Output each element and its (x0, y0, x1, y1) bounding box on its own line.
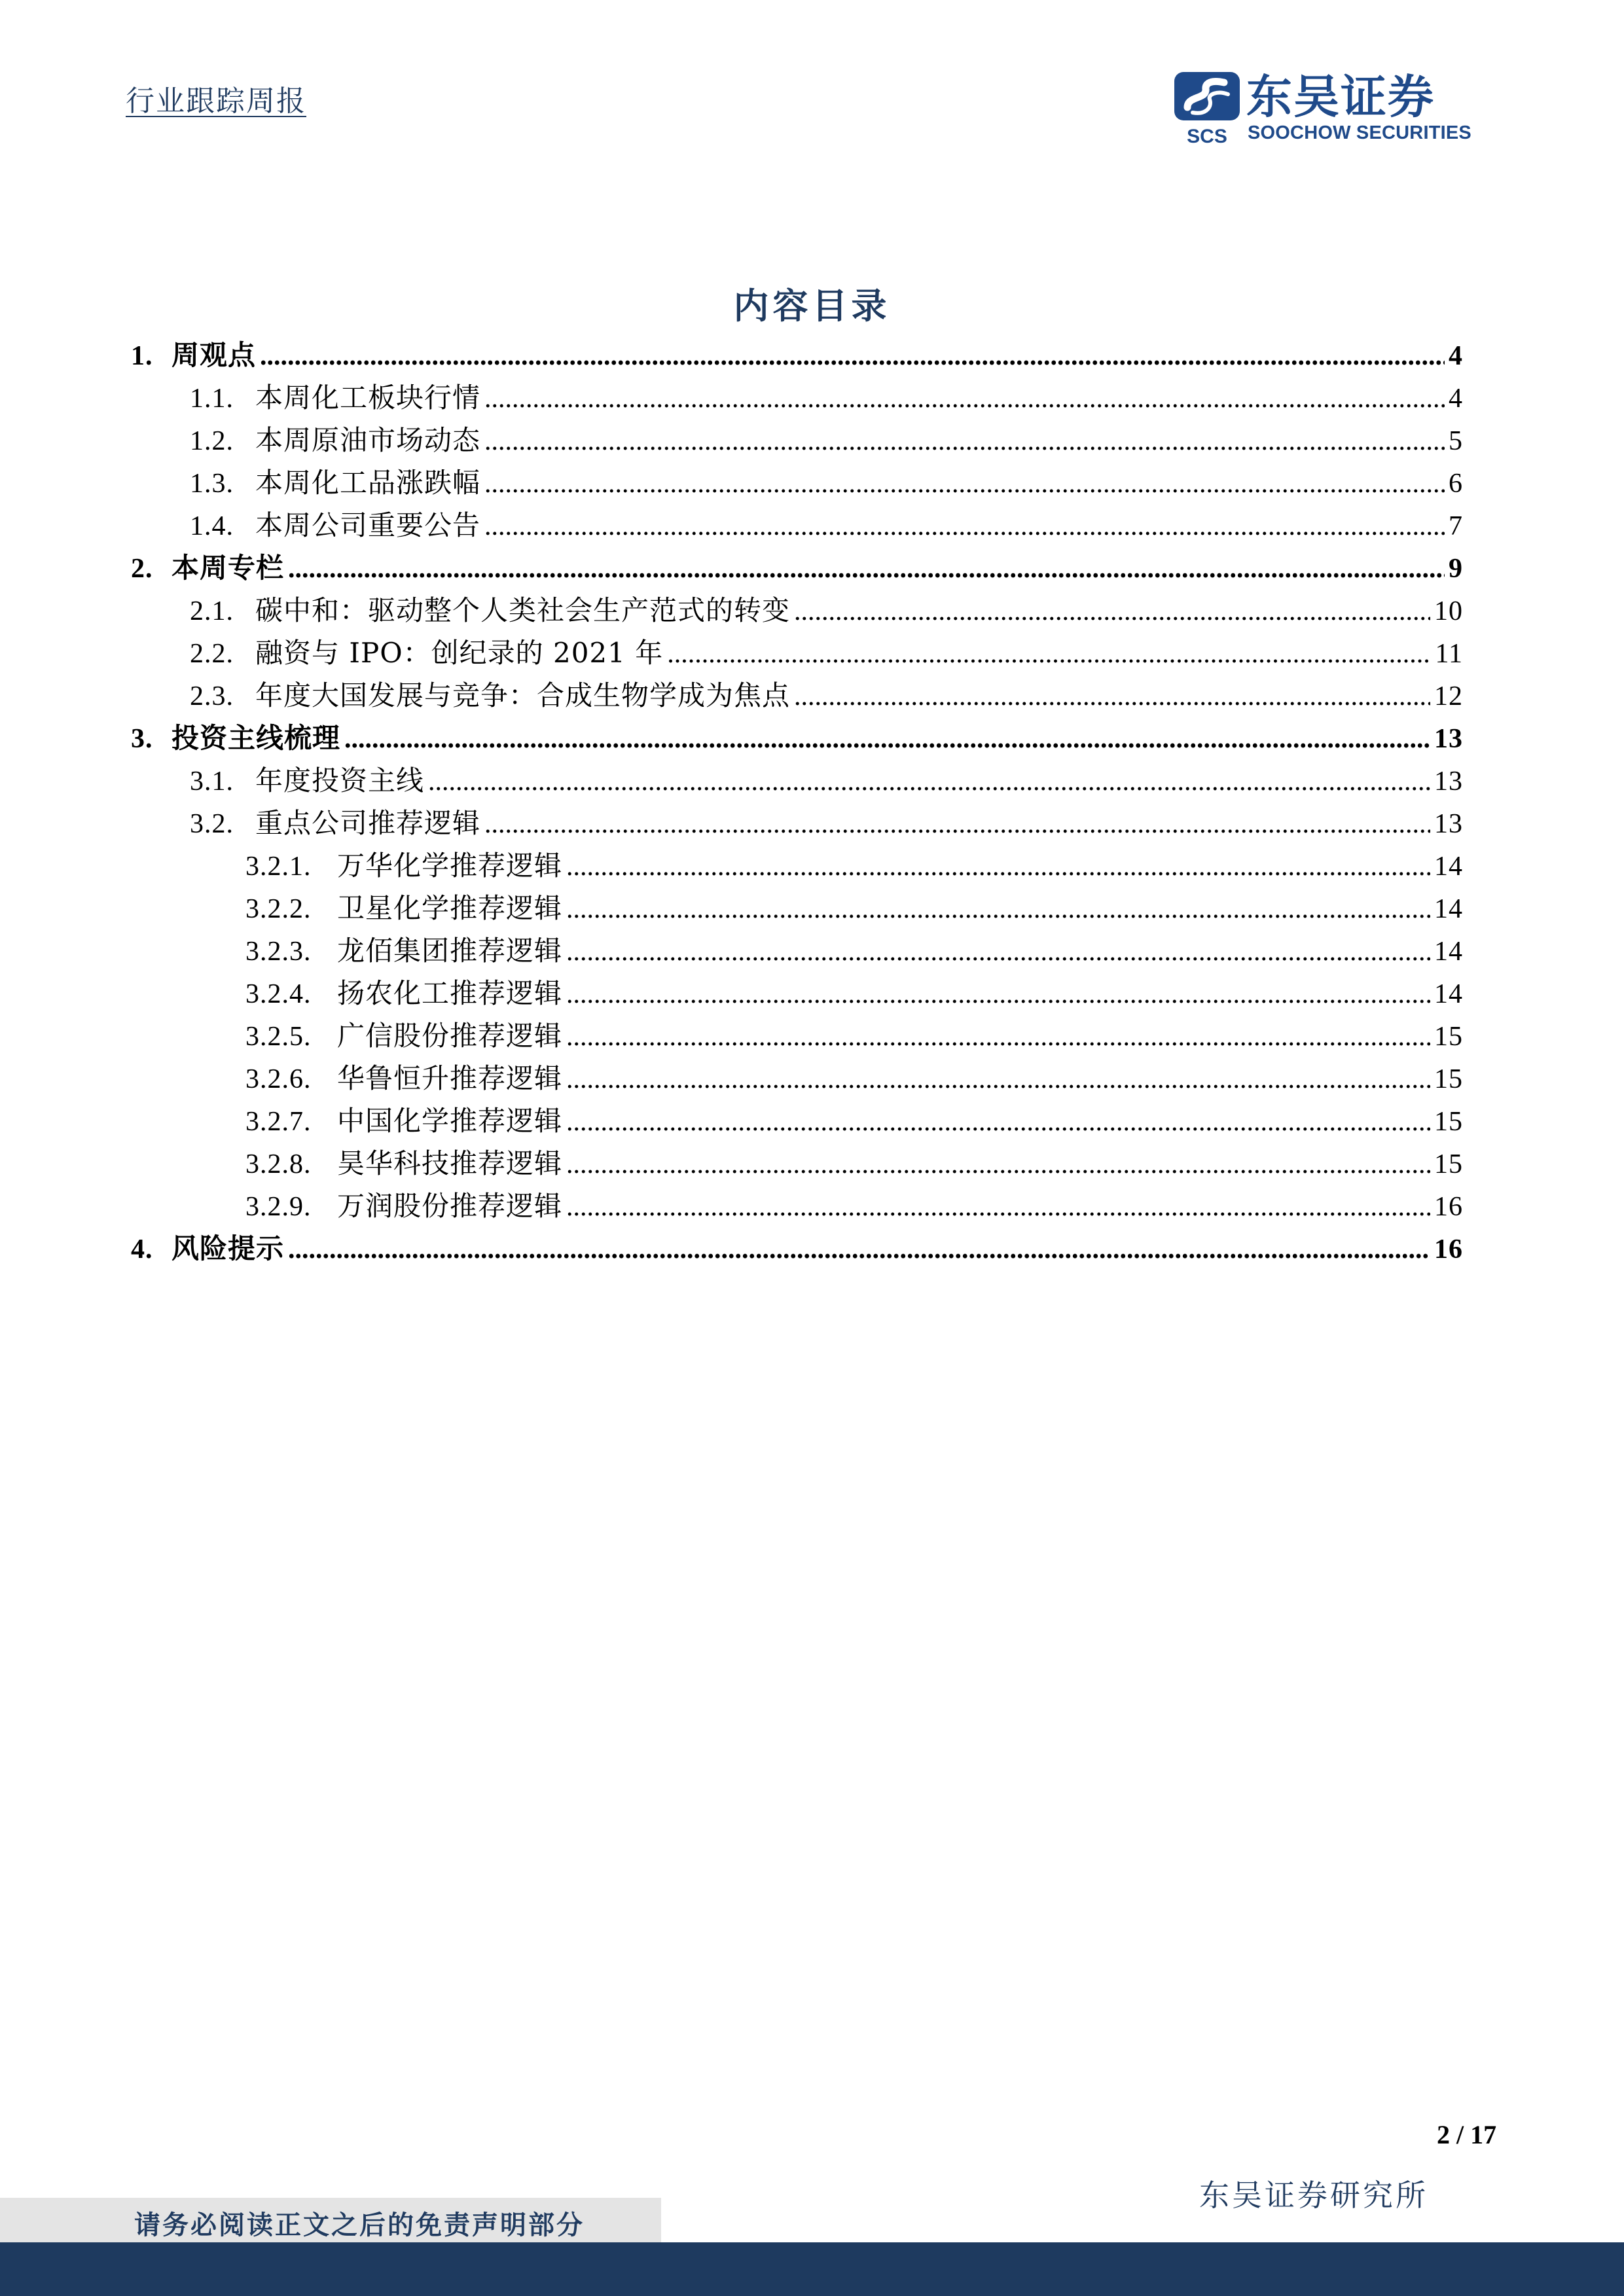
toc-entry[interactable] (131, 419, 1463, 461)
toc-entry[interactable] (131, 929, 1463, 972)
toc-dot-leader (667, 633, 1431, 675)
toc-entry-title: 年度投资主线 (255, 764, 425, 797)
toc-entry[interactable] (131, 1185, 1463, 1227)
toc-entry-number: 3.2.7. (245, 1107, 312, 1137)
toc-dot-leader (566, 931, 1430, 973)
toc-entry-title: 本周化工品涨跌幅 (255, 467, 481, 499)
logo-mark-text: SCS (1187, 126, 1227, 147)
toc-entry-page: 4 (1449, 384, 1463, 414)
toc-entry-number: 1.2. (190, 426, 234, 456)
toc-dot-leader (484, 803, 1430, 846)
toc-entry[interactable] (131, 759, 1463, 802)
toc-entry-number: 3.2.2. (245, 894, 312, 924)
toc-entry-number: 3.2.8. (245, 1149, 312, 1179)
toc-entry[interactable] (131, 1014, 1463, 1057)
toc-entry-page: 9 (1449, 554, 1463, 584)
toc-entry-number: 1.4. (190, 511, 234, 541)
toc-entry-title: 本周专栏 (171, 552, 285, 584)
toc-entry-number: 3.2. (190, 809, 234, 839)
toc-entry-number: 2.1. (190, 596, 234, 626)
toc-entry[interactable] (131, 334, 1463, 376)
toc-dot-leader (566, 1143, 1430, 1186)
footer-bar (0, 2242, 1624, 2296)
toc-entry-page: 13 (1434, 724, 1463, 754)
toc-entry-number: 3.2.1. (245, 852, 312, 882)
toc-entry-title: 龙佰集团推荐逻辑 (337, 935, 563, 967)
toc-entry-number: 3.2.5. (245, 1022, 312, 1052)
toc-entry-number: 3.2.4. (245, 979, 312, 1009)
toc-entry-page: 16 (1434, 1234, 1463, 1265)
toc-entry-page: 14 (1434, 937, 1463, 967)
toc-entry-title: 扬农化工推荐逻辑 (337, 977, 563, 1009)
page-number: 2 / 17 (1437, 2120, 1497, 2149)
disclaimer-notice: 请务必阅读正文之后的免责声明部分 (134, 2210, 585, 2240)
toc-dot-leader (566, 888, 1430, 931)
toc-entry-title: 风险提示 (171, 1232, 285, 1265)
toc-dot-leader (566, 1058, 1430, 1101)
toc-entry[interactable] (131, 632, 1463, 674)
logo-english-name: SOOCHOW SECURITIES (1248, 122, 1471, 143)
toc-dot-leader (484, 463, 1445, 505)
toc-entry-page: 13 (1434, 766, 1463, 797)
toc-entry-number: 3. (131, 724, 153, 754)
toc-entry-page: 4 (1449, 341, 1463, 371)
toc-entry-title: 万润股份推荐逻辑 (337, 1190, 563, 1222)
toc-entry-title: 中国化学推荐逻辑 (337, 1105, 563, 1137)
toc-dot-leader (288, 1229, 1430, 1271)
toc-entry-number: 3.2.6. (245, 1064, 312, 1094)
toc-entry[interactable] (131, 972, 1463, 1014)
toc-entry[interactable] (131, 1227, 1463, 1270)
toc-dot-leader (566, 1016, 1430, 1058)
toc-entry[interactable] (131, 1100, 1463, 1142)
toc-entry-number: 4. (131, 1234, 153, 1265)
toc-entry-page: 11 (1435, 639, 1463, 669)
toc-entry[interactable] (131, 802, 1463, 844)
toc-entry[interactable] (131, 844, 1463, 887)
toc-entry-title: 本周化工板块行情 (255, 382, 481, 414)
toc-entry[interactable] (131, 1057, 1463, 1100)
toc-entry-number: 3.2.3. (245, 937, 312, 967)
toc-dot-leader (288, 548, 1445, 590)
toc-entry-number: 1.3. (190, 469, 234, 499)
toc-entry-title: 昊华科技推荐逻辑 (337, 1147, 563, 1179)
toc-entry-page: 14 (1434, 894, 1463, 924)
toc-entry-page: 7 (1449, 511, 1463, 541)
toc-dot-leader (484, 420, 1445, 463)
toc-entry-number: 2. (131, 554, 153, 584)
toc-entry-title: 碳中和：驱动整个人类社会生产范式的转变 (255, 594, 791, 626)
toc-entry[interactable] (131, 674, 1463, 717)
toc-entry-page: 13 (1434, 809, 1463, 839)
toc-entry[interactable] (131, 589, 1463, 632)
toc-entry-number: 2.2. (190, 639, 234, 669)
toc-entry-number: 2.3. (190, 681, 234, 711)
toc-entry[interactable] (131, 887, 1463, 929)
toc-entry-title: 周观点 (171, 339, 257, 371)
toc-entry[interactable] (131, 461, 1463, 504)
toc-dot-leader (566, 1186, 1430, 1229)
report-type-title: 行业跟踪周报 (126, 84, 306, 118)
toc-entry-page: 14 (1434, 852, 1463, 882)
toc-entry-title: 广信股份推荐逻辑 (337, 1020, 563, 1052)
toc-entry-title: 投资主线梳理 (171, 722, 341, 754)
toc-entry-title: 重点公司推荐逻辑 (255, 807, 481, 839)
toc-dot-leader (794, 675, 1430, 718)
company-logo (1173, 69, 1494, 148)
table-of-contents (131, 334, 1463, 1270)
toc-entry-page: 15 (1434, 1022, 1463, 1052)
toc-entry-number: 3.2.9. (245, 1192, 312, 1222)
toc-dot-leader (484, 505, 1445, 548)
toc-entry-page: 5 (1449, 426, 1463, 456)
toc-entry-page: 14 (1434, 979, 1463, 1009)
toc-entry-title: 年度大国发展与竞争：合成生物学成为焦点 (255, 679, 791, 711)
toc-entry[interactable] (131, 547, 1463, 589)
toc-entry-number: 1. (131, 341, 153, 371)
toc-entry[interactable] (131, 504, 1463, 547)
toc-entry[interactable] (131, 376, 1463, 419)
toc-entry-page: 15 (1434, 1149, 1463, 1179)
toc-entry-page: 16 (1434, 1192, 1463, 1222)
toc-dot-leader (260, 335, 1445, 378)
toc-dot-leader (566, 973, 1430, 1016)
toc-dot-leader (344, 718, 1430, 761)
soochow-logo-icon (1173, 69, 1241, 148)
toc-entry-title: 万华化学推荐逻辑 (337, 850, 563, 882)
toc-entry-page: 15 (1434, 1107, 1463, 1137)
toc-entry-title: 华鲁恒升推荐逻辑 (337, 1062, 563, 1094)
toc-entry-title: 卫星化学推荐逻辑 (337, 892, 563, 924)
toc-entry-page: 6 (1449, 469, 1463, 499)
toc-dot-leader (484, 378, 1445, 420)
toc-entry[interactable] (131, 1142, 1463, 1185)
toc-entry-title: 融资与 IPO：创纪录的 2021 年 (255, 637, 664, 669)
toc-entry-title: 本周原油市场动态 (255, 424, 481, 456)
logo-chinese-name: 东吴证券 (1246, 70, 1435, 124)
toc-title: 内容目录 (733, 285, 891, 327)
toc-entry-number: 1.1. (190, 384, 234, 414)
toc-entry-page: 10 (1434, 596, 1463, 626)
toc-entry-page: 12 (1434, 681, 1463, 711)
toc-dot-leader (794, 590, 1430, 633)
research-institute-name: 东吴证券研究所 (1199, 2178, 1428, 2213)
toc-entry[interactable] (131, 717, 1463, 759)
toc-entry-number: 3.1. (190, 766, 234, 797)
toc-dot-leader (566, 846, 1430, 888)
toc-entry-title: 本周公司重要公告 (255, 509, 481, 541)
toc-dot-leader (428, 761, 1430, 803)
toc-dot-leader (566, 1101, 1430, 1143)
toc-entry-page: 15 (1434, 1064, 1463, 1094)
